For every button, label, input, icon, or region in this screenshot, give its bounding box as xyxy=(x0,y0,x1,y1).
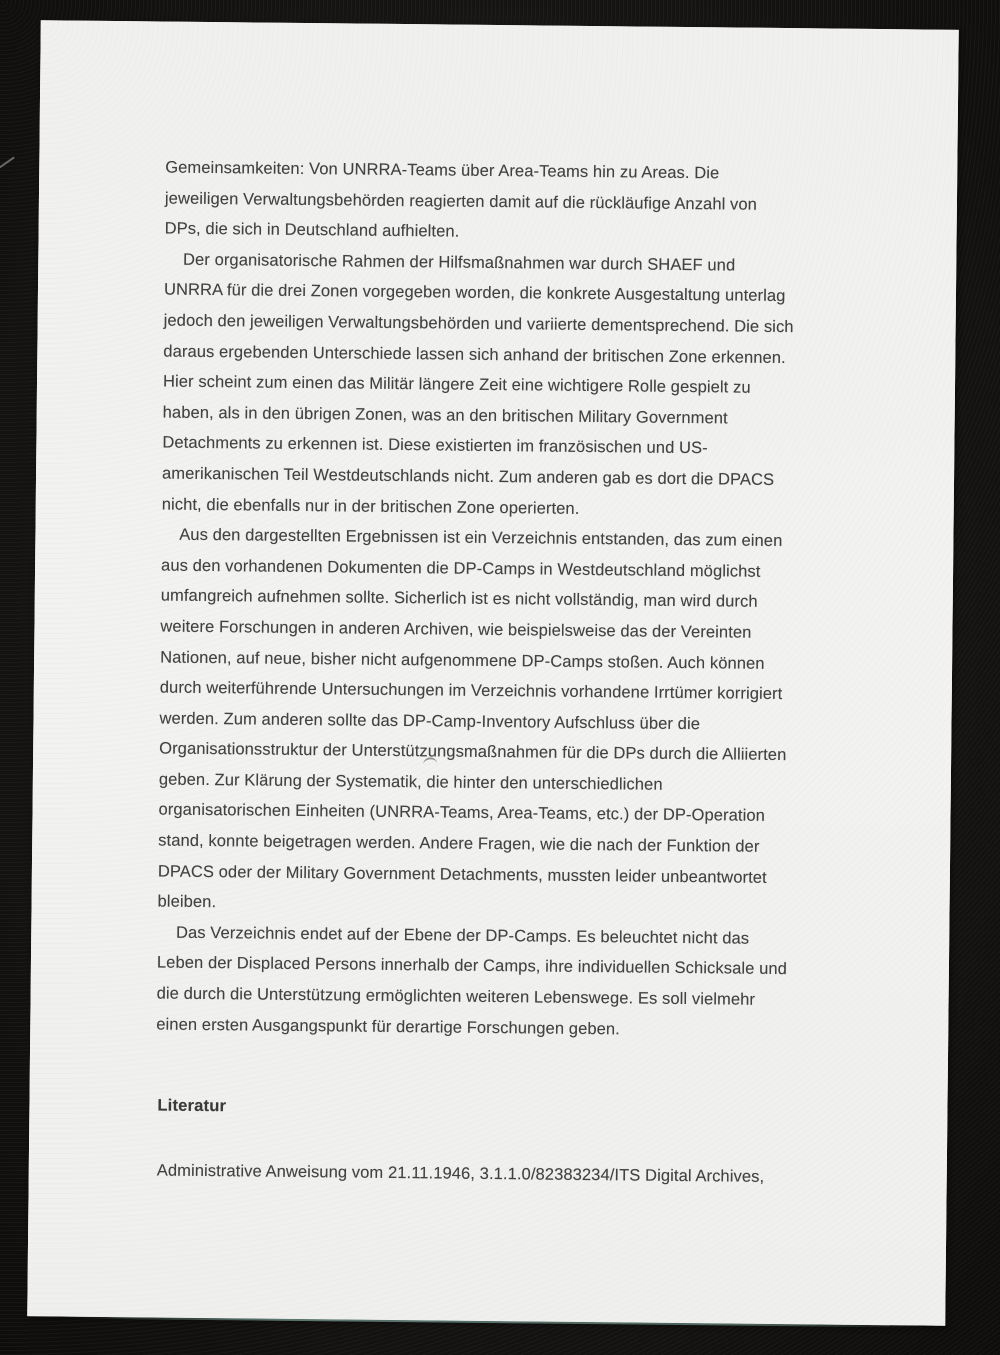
text-line: DPs, die sich in Deutschland aufhielten. xyxy=(164,219,460,241)
text-line: geben. Zur Klärung der Systematik, die hinter den unterschiedlichen xyxy=(158,770,663,794)
text-line: Hier scheint zum einen das Militär längere Zeit eine wichtigere Rolle gespielt zu xyxy=(162,372,751,397)
text-line: aus den vorhandenen Dokumenten die DP-Camps in Westdeutschland möglichst xyxy=(161,556,761,581)
document-page xyxy=(27,20,959,1326)
text-line: bleiben. xyxy=(157,892,217,912)
text-line: Organisationsstruktur der Unterstützungsmaßnahmen für die DPs durch die Alliierten xyxy=(159,739,787,765)
text-line: Leben der Displaced Persons innerhalb der Camps, ihre individuellen Schicksale und xyxy=(156,953,788,979)
section-heading: Literatur xyxy=(157,1096,227,1116)
reference-line: Administrative Anweisung vom 21.11.1946, 3.1.1.0/82383234/ITS Digital Archives, xyxy=(156,1161,765,1186)
text-line: amerikanischen Teil Westdeutschlands nicht. Zum anderen gab es dort die DPACS xyxy=(161,464,775,489)
text-line: DPACS oder der Military Government Detachments, mussten leider unbeantwortet xyxy=(157,862,767,887)
text-line: jedoch den jeweiligen Verwaltungsbehörden und variierte dementsprechend. Die sich xyxy=(163,311,794,337)
scratch-mark xyxy=(0,156,15,169)
text-line: Detachments zu erkennen ist. Diese existierten im französischen und US- xyxy=(162,433,708,458)
text-line: nicht, die ebenfalls nur in der britischen Zone operierten. xyxy=(161,495,580,518)
text-line: weitere Forschungen in anderen Archiven, wie beispielsweise das der Vereinten xyxy=(160,617,752,642)
text-line: Nationen, auf neue, bisher nicht aufgenommene DP-Camps stoßen. Auch können xyxy=(160,648,765,673)
text-line: organisatorischen Einheiten (UNRRA-Teams, Area-Teams, etc.) der DP-Operation xyxy=(158,800,766,826)
text-line: UNRRA für die drei Zonen vorgegeben worden, die konkrete Ausgestaltung unterlag xyxy=(163,280,786,306)
text-line: werden. Zum anderen sollte das DP-Camp-Inventory Aufschluss über die xyxy=(159,709,701,733)
body-text xyxy=(156,153,865,1048)
text-line: Der organisatorische Rahmen der Hilfsmaßnahmen war durch SHAEF und xyxy=(164,250,736,275)
text-line: Das Verzeichnis endet auf der Ebene der DP-Camps. Es beleuchtet nicht das xyxy=(157,923,750,948)
text-line: stand, konnte beigetragen werden. Andere Fragen, wie die nach der Funktion der xyxy=(158,831,760,856)
text-line: Gemeinsamkeiten: Von UNRRA-Teams über Area-Teams hin zu Areas. Die xyxy=(165,158,720,183)
text-line: umfangreich aufnehmen sollte. Sicherlich ist es nicht vollständig, man wird durch xyxy=(160,586,758,612)
text-line: jeweiligen Verwaltungsbehörden reagierten damit auf die rückläufige Anzahl von xyxy=(164,189,758,214)
text-line: daraus ergebenden Unterschiede lassen sich anhand der britischen Zone erkennen. xyxy=(163,342,786,367)
text-line: haben, als in den übrigen Zonen, was an den britischen Military Government xyxy=(162,403,728,428)
text-line: Aus den dargestellten Ergebnissen ist ein Verzeichnis entstanden, das zum einen xyxy=(161,525,783,551)
text-line: durch weiterführende Untersuchungen im Verzeichnis vorhandene Irrtümer korrigiert xyxy=(159,678,783,704)
text-line: einen ersten Ausgangspunkt für derartige Forschungen geben. xyxy=(156,1015,621,1038)
text-line: die durch die Unterstützung ermöglichten weiteren Lebenswege. Es soll vielmehr xyxy=(156,984,756,1009)
